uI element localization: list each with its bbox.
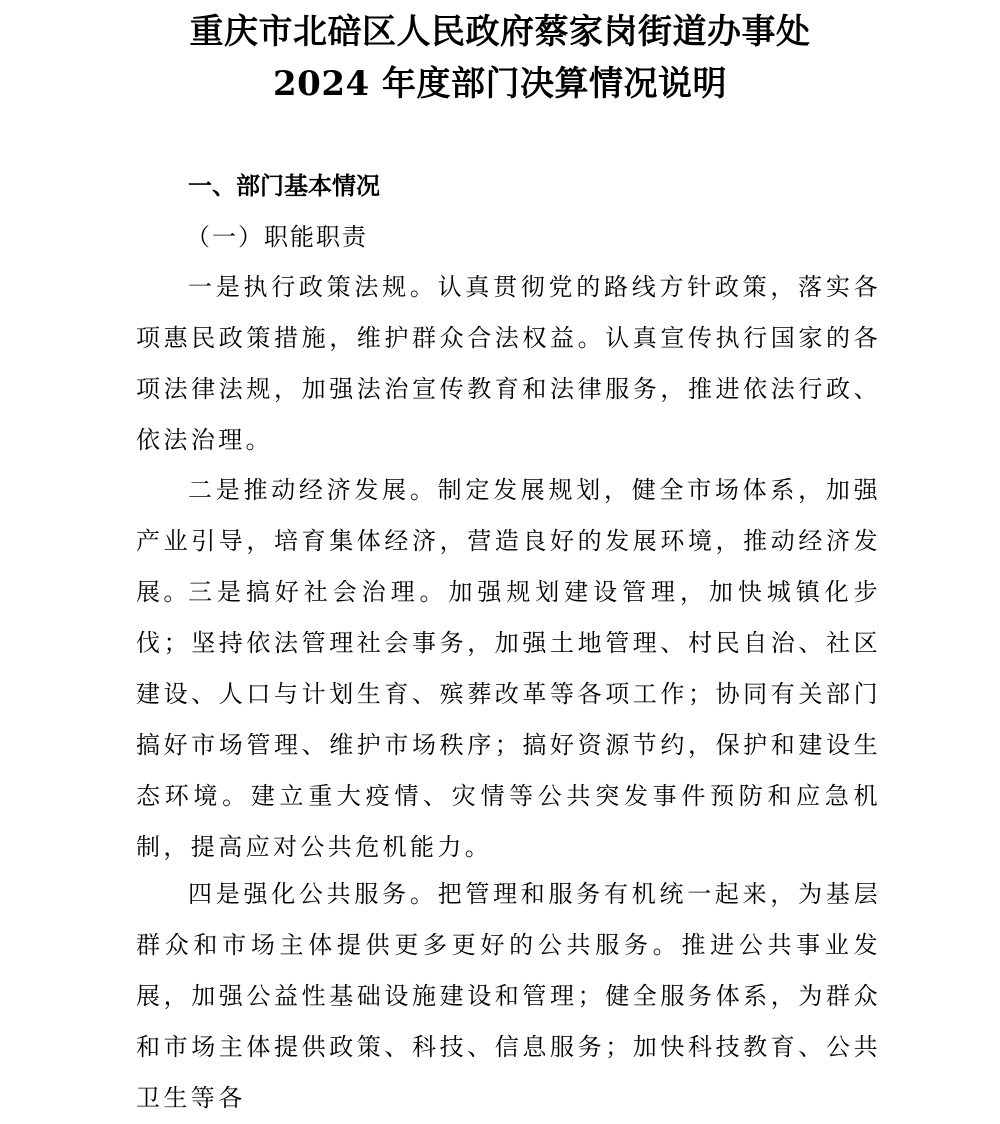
paragraph-public-services: 四是强化公共服务。把管理和服务有机统一起来，为基层群众和市场主体提供更多更好的公共服务。推进公共事业发展，加强公益性基础设施建设和管理；健全服务体系，为群众和市场主体提供政策、科技、信息服务；加快科技教育、公共卫生等各 (136, 880, 881, 1112)
document-title-line-2: 2024 年度部门决算情况说明 (273, 64, 727, 104)
paragraph-policy-enforcement: 一是执行政策法规。认真贯彻党的路线方针政策，落实各项惠民政策措施，维护群众合法权益。认真宣传执行国家的各项法律法规，加强法治宣传教育和法律服务，推进依法行政、依法治理。 (136, 273, 881, 454)
paragraph-social-governance: 三是搞好社会治理。加强规划建设管理，加快城镇化步伐；坚持依法管理社会事务，加强土地管理、村民自治、社区建设、人口与计划生育、殡葬改革等各项工作；协同有关部门搞好市场管理、维护市场秩序；搞好资源节约，保护和建设生态环境。建立重大疫情、灾情等公共突发事件预防和应急机制，提高应对公共危机能力。 (136, 578, 881, 861)
subsection-heading: （一）职能职责 (186, 223, 368, 251)
paragraph-economic-development: 二是推动经济发展。制定发展规划，健全市场体系，加强产业引导，培育集体经济，营造良好的发展环境，推动经济发展。 (136, 476, 881, 606)
section-heading: 一、部门基本情况 (188, 172, 380, 200)
document-title-line-1: 重庆市北碚区人民政府蔡家岗街道办事处 (189, 12, 811, 52)
